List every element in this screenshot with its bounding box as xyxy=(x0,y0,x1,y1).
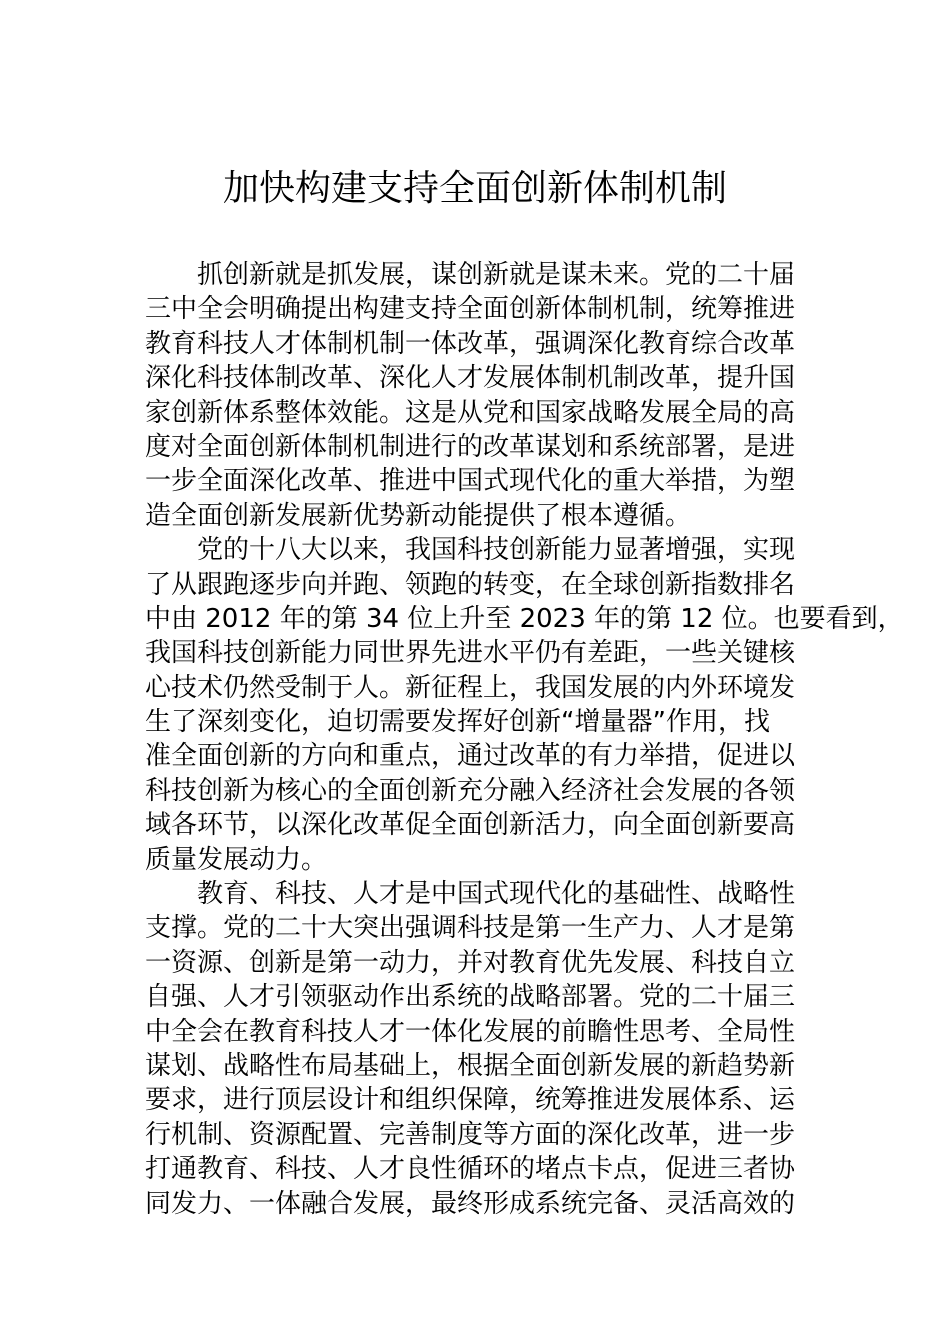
text-line: 教育、科技、人才是中国式现代化的基础性、战略性 xyxy=(197,879,796,910)
text-line: 质量发展动力。 xyxy=(145,844,328,875)
text-line: 造全面创新发展新优势新动能提供了根本遵循。 xyxy=(145,500,692,531)
paragraph-1 xyxy=(145,258,835,533)
text-line: 自强、人才引领驱动作出系统的战略部署。党的二十届三 xyxy=(145,982,796,1013)
text-line: 三中全会明确提出构建支持全面创新体制机制，统筹推进 xyxy=(145,294,796,325)
text-line: 了从跟跑逐步向并跑、领跑的转变，在全球创新指数排名 xyxy=(145,569,796,600)
text-line: 深化科技体制改革、深化人才发展体制机制改革，提升国 xyxy=(145,363,796,394)
text-line: 支撑。党的二十大突出强调科技是第一生产力、人才是第 xyxy=(145,913,796,944)
text-line: 教育科技人才体制机制一体改革，强调深化教育综合改革 xyxy=(145,328,796,359)
text-line: 家创新体系整体效能。这是从党和国家战略发展全局的高 xyxy=(145,397,796,428)
text-line: 中全会在教育科技人才一体化发展的前瞻性思考、全局性 xyxy=(145,1016,796,1047)
text-line: 度对全面创新体制机制进行的改革谋划和系统部署，是进 xyxy=(145,431,796,462)
text-line: 一资源、创新是第一动力，并对教育优先发展、科技自立 xyxy=(145,947,796,978)
text-line: 要求，进行顶层设计和组织保障，统筹推进发展体系、运 xyxy=(145,1085,796,1116)
text-line: 一步全面深化改革、推进中国式现代化的重大举措，为塑 xyxy=(145,466,796,497)
text-line: 同发力、一体融合发展，最终形成系统完备、灵活高效的 xyxy=(145,1188,796,1219)
text-line: 中由 2012 年的第 34 位上升至 2023 年的第 12 位。也要看到， xyxy=(145,603,904,634)
text-line: 科技创新为核心的全面创新充分融入经济社会发展的各领 xyxy=(145,775,796,806)
paragraph-3 xyxy=(145,877,835,1221)
text-line: 生了深刻变化，迫切需要发挥好创新“增量器”作用，找 xyxy=(145,707,770,738)
text-line: 心技术仍然受制于人。新征程上，我国发展的内外环境发 xyxy=(145,672,796,703)
text-line: 我国科技创新能力同世界先进水平仍有差距，一些关键核 xyxy=(145,638,796,669)
paragraph-2 xyxy=(145,533,904,877)
text-line: 抓创新就是抓发展，谋创新就是谋未来。党的二十届 xyxy=(197,260,796,290)
text-line: 域各环节，以深化改革促全面创新活力，向全面创新要高 xyxy=(145,810,796,841)
text-line: 党的十八大以来，我国科技创新能力显著增强，实现 xyxy=(197,535,796,566)
document-body xyxy=(145,258,904,1221)
text-line: 打通教育、科技、人才良性循环的堵点卡点，促进三者协 xyxy=(145,1154,796,1185)
document-title: 加快构建支持全面创新体制机制 xyxy=(222,168,727,209)
text-line: 谋划、战略性布局基础上，根据全面创新发展的新趋势新 xyxy=(145,1050,796,1081)
text-line: 行机制、资源配置、完善制度等方面的深化改革，进一步 xyxy=(145,1119,796,1150)
text-line: 准全面创新的方向和重点，通过改革的有力举措，促进以 xyxy=(145,741,796,772)
